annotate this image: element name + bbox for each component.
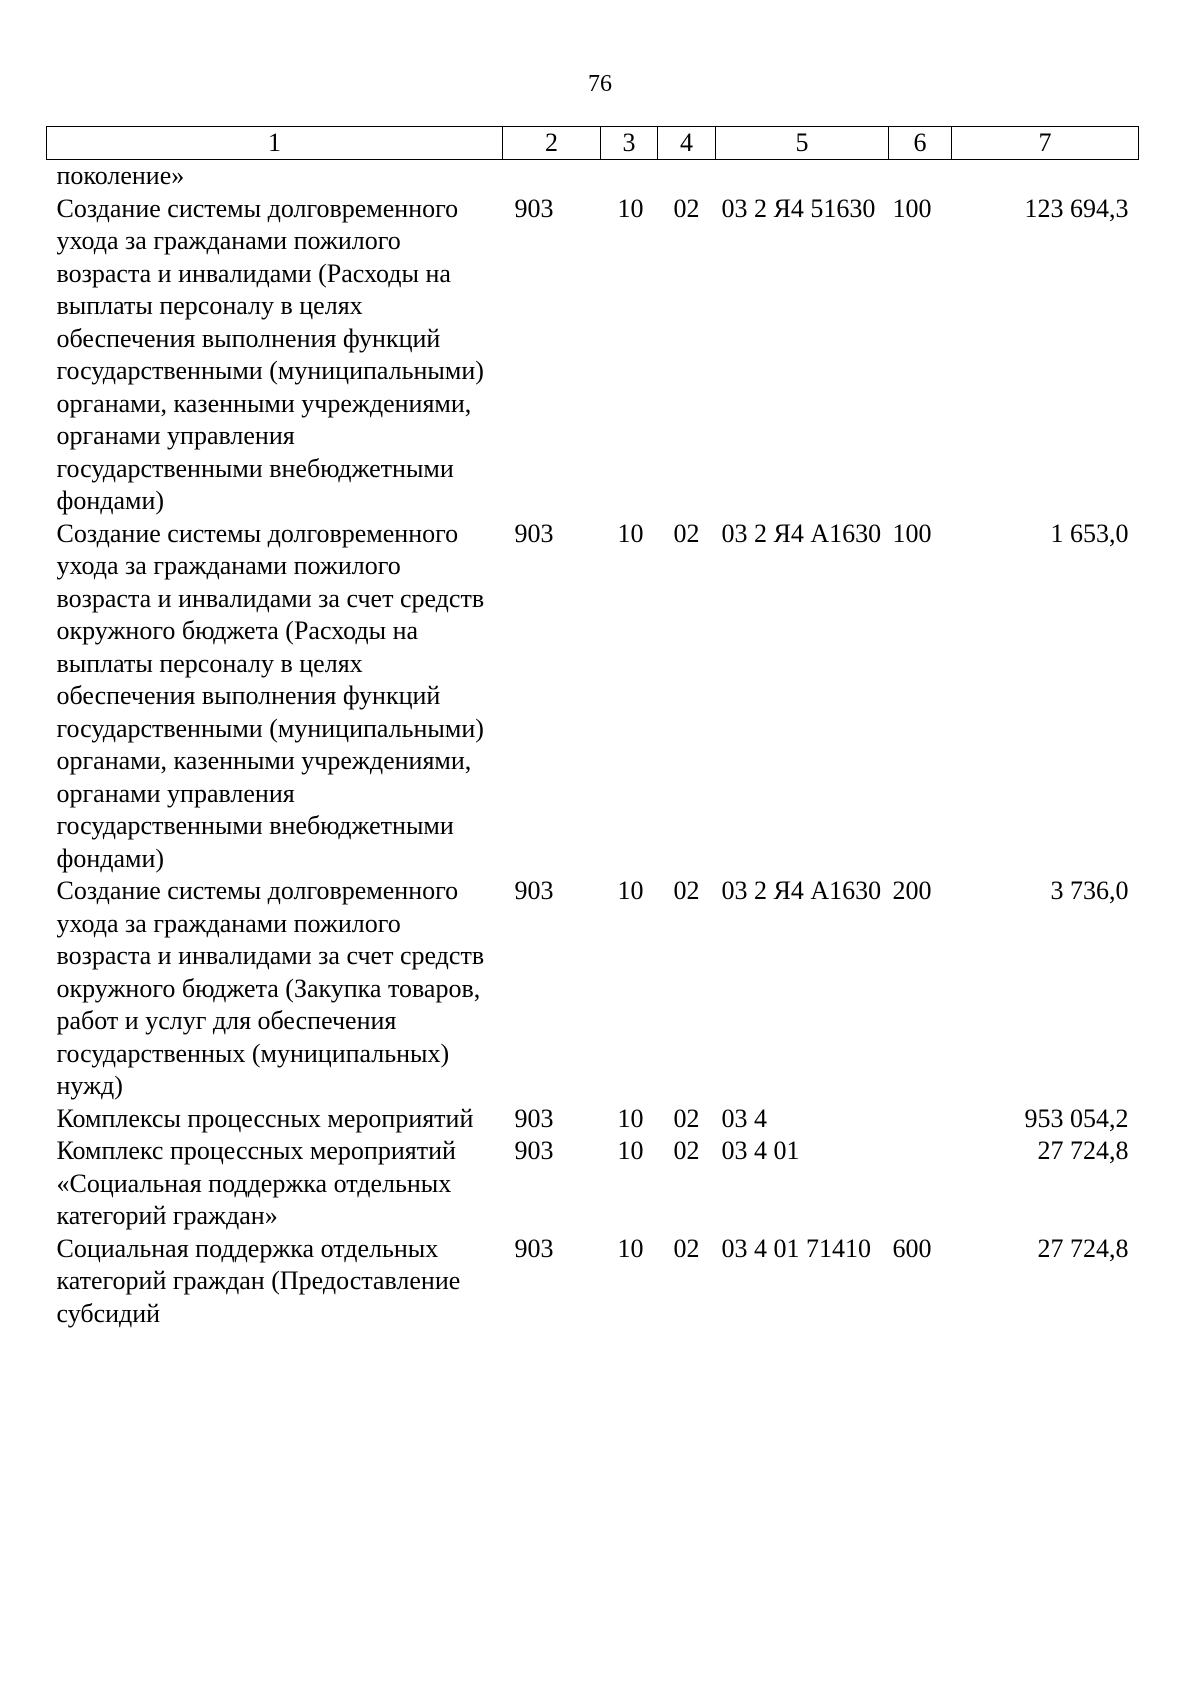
- page-number: 76: [588, 71, 612, 97]
- table-row: [47, 518, 1139, 876]
- row-grbs: 903: [514, 1233, 554, 1263]
- row-target-code: [716, 160, 889, 193]
- row-section: 10: [617, 876, 644, 905]
- row-target-code: 03 4: [721, 1103, 767, 1133]
- row-section: 10: [617, 1103, 644, 1133]
- table-row: [47, 875, 1139, 1103]
- table-row: [47, 1135, 1139, 1233]
- row-subsection: 02: [673, 1103, 700, 1133]
- header-col-5: 5: [716, 127, 889, 160]
- row-section: 10: [617, 1233, 644, 1263]
- row-target-code: 03 2 Я4 51630: [721, 193, 876, 223]
- row-subsection: 02: [673, 1136, 700, 1165]
- row-name: Создание системы долговременного ухода за гражданами пожилого возраста и инвалидами (Расходы на выплаты персоналу в целях обеспечения выполнения функций государственными (муниципальными) органами, казенными учреждениями, органами управления государственными внебюджетными фондами): [56, 193, 484, 515]
- row-amount: 27 724,8: [1037, 1233, 1129, 1263]
- row-subsection: 02: [673, 1233, 700, 1263]
- header-col-2: 2: [503, 127, 601, 160]
- row-subsection: 02: [673, 193, 700, 223]
- row-section: 10: [617, 1136, 644, 1165]
- table-row: [47, 193, 1139, 518]
- header-row: [47, 127, 1139, 160]
- header-col-3: 3: [601, 127, 658, 160]
- row-expense-type: 200: [892, 876, 932, 905]
- table-header: [47, 127, 1139, 160]
- row-grbs: [503, 160, 601, 193]
- row-amount: 123 694,3: [1024, 193, 1129, 223]
- row-grbs: 903: [514, 1136, 554, 1165]
- header-col-4: 4: [658, 127, 716, 160]
- row-target-code: 03 2 Я4 А1630: [721, 518, 882, 548]
- row-expense-type: [889, 160, 952, 193]
- header-col-7: 7: [952, 127, 1139, 160]
- row-amount: 953 054,2: [1024, 1103, 1129, 1133]
- row-expense-type: [889, 1135, 952, 1233]
- row-subsection: 02: [673, 876, 700, 905]
- table-body: [47, 160, 1139, 1331]
- row-grbs: 903: [514, 193, 554, 223]
- row-subsection: 02: [673, 518, 700, 548]
- budget-table: [46, 126, 1139, 1330]
- row-target-code: 03 4 01 71410: [721, 1233, 871, 1263]
- row-grbs: 903: [514, 518, 554, 548]
- row-expense-type: 100: [892, 193, 932, 223]
- row-name: Социальная поддержка отдельных категорий граждан (Предоставление субсидий: [56, 1233, 461, 1328]
- row-subsection: [658, 160, 716, 193]
- row-expense-type: 100: [892, 518, 932, 548]
- row-amount: 27 724,8: [1037, 1136, 1129, 1165]
- row-section: [601, 160, 658, 193]
- row-section: 10: [617, 518, 644, 548]
- header-col-6: 6: [889, 127, 952, 160]
- row-target-code: 03 4 01: [721, 1136, 800, 1165]
- row-amount: 1 653,0: [1050, 518, 1129, 548]
- table-row: [47, 1103, 1139, 1136]
- table-row: [47, 160, 1139, 193]
- row-section: 10: [617, 193, 644, 223]
- row-name: Создание системы долговременного ухода за гражданами пожилого возраста и инвалидами за счет средств окружного бюджета (Закупка товаров, работ и услуг для обеспечения государственных (муниципальных) нужд): [56, 876, 485, 1100]
- row-target-code: 03 2 Я4 А1630: [721, 876, 882, 905]
- row-name: Комплексы процессных мероприятий: [56, 1103, 474, 1133]
- header-col-1: 1: [47, 127, 503, 160]
- row-name: Комплекс процессных мероприятий «Социальная поддержка отдельных категорий граждан»: [56, 1136, 456, 1230]
- row-grbs: 903: [514, 876, 554, 905]
- row-name: поколение»: [56, 161, 185, 190]
- row-name: Создание системы долговременного ухода за гражданами пожилого возраста и инвалидами за счет средств окружного бюджета (Расходы на выплаты персоналу в целях обеспечения выполнения функций государственными (муниципальными) органами, казенными учреждениями, органами управления государственными внебюджетными фондами): [56, 518, 485, 873]
- row-expense-type: 600: [892, 1233, 932, 1263]
- row-grbs: 903: [514, 1103, 554, 1133]
- row-amount: [952, 160, 1139, 193]
- row-amount: 3 736,0: [1050, 876, 1129, 905]
- table-row: [47, 1233, 1139, 1331]
- row-expense-type: [889, 1103, 952, 1136]
